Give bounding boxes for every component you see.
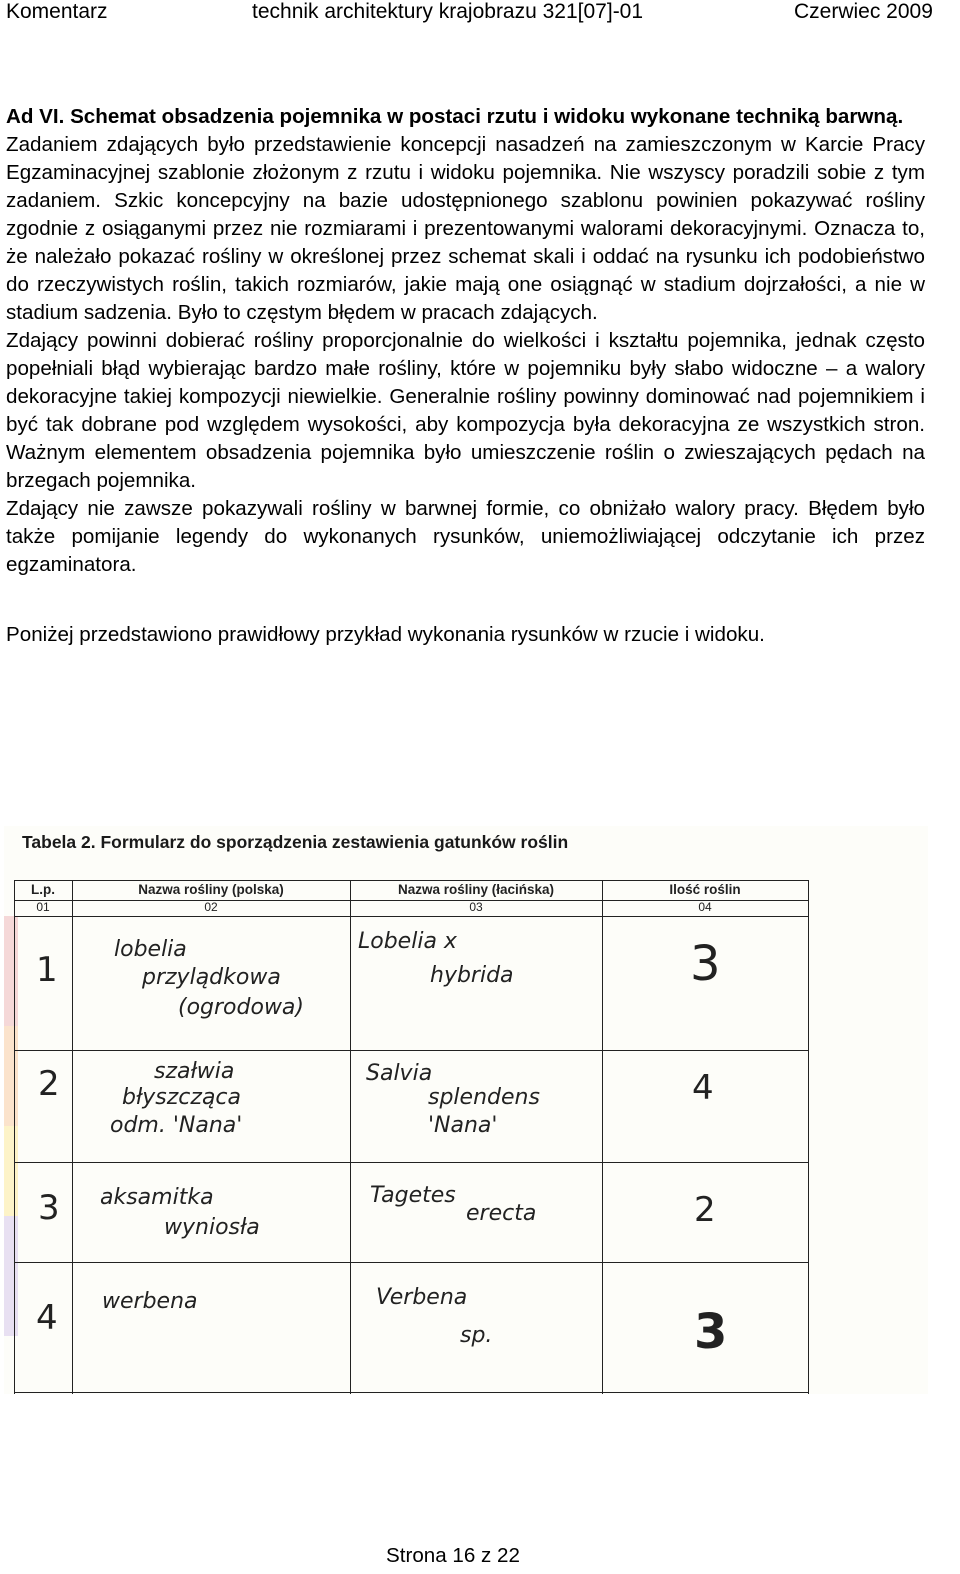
document-body — [6, 103, 925, 649]
grid-line — [808, 880, 809, 1394]
grid-line — [602, 880, 603, 1394]
grid-line — [14, 880, 15, 1394]
header-lp: L.p. — [31, 882, 55, 897]
row-number: 2 — [38, 1064, 60, 1104]
quantity: 3 — [694, 1304, 728, 1360]
header-quantity: Ilość roślin — [669, 882, 741, 897]
latin-name-line: Lobelia x — [358, 929, 457, 954]
scanned-form — [4, 826, 928, 1394]
section-heading: Ad VI. Schemat obsadzenia pojemnika w postaci rzutu i widoku wykonane techniką barwną. — [6, 105, 904, 128]
row-number: 4 — [36, 1298, 58, 1338]
quantity: 3 — [690, 936, 721, 992]
latin-name-line: erecta — [466, 1201, 537, 1226]
grid-line — [14, 1050, 809, 1051]
col-number: 03 — [469, 900, 483, 914]
polish-name-line: wyniosła — [164, 1215, 260, 1240]
grid-line — [14, 1392, 809, 1393]
paragraph-3: Zdający nie zawsze pokazywali rośliny w barwnej formie, co obniżało walory pracy. Błędem było także pomijanie legendy do wykonanych rysunków, uniemożliwiającej odczytanie ich przez egzaminatora. — [6, 497, 925, 576]
latin-name-line: 'Nana' — [428, 1113, 498, 1138]
grid-line — [350, 880, 351, 1394]
quantity: 4 — [692, 1068, 714, 1108]
paragraph-4: Poniżej przedstawiono prawidłowy przykład wykonania rysunków w rzucie i widoku. — [6, 623, 765, 646]
polish-name-line: przylądkowa — [142, 965, 281, 990]
grid-line — [14, 1262, 809, 1263]
polish-name-line: błyszcząca — [122, 1085, 242, 1110]
header-center: technik architektury krajobrazu 321[07]-01 — [252, 0, 644, 23]
polish-name-line: lobelia — [114, 937, 187, 962]
col-number: 04 — [698, 900, 712, 914]
paragraph-1: Zadaniem zdających było przedstawienie koncepcji nasadzeń na zamieszczonym w Karcie Pracy Egzaminacyjnej szablonie złożonym z rzutu i widoku pojemnika. Nie wszyscy poradzili sobie z tym zadaniem. Szkic koncepcyjny na bazie udostępnionego szablonu powinien pokazywać rośliny zgodnie z osiąganymi przez nie rozmiarami i prezentowanymi walorami dekoracyjnymi. Oznacza to, że należało pokazać rośliny w określonej przez schemat skali i oddać na rysunku ich podobieństwo do rzeczywistych roślin, takich rozmiarów, jakie mają one osiągnąć w stadium dojrzałości, a nie w stadium sadzenia. Było to częstym błędem w pracach zdających. — [6, 133, 925, 324]
latin-name-line: sp. — [460, 1323, 493, 1348]
grid-line — [14, 916, 809, 917]
polish-name-line: odm. 'Nana' — [110, 1113, 243, 1138]
latin-name-line: Salvia — [366, 1061, 433, 1086]
polish-name-line: szałwia — [154, 1059, 235, 1084]
row-number: 1 — [36, 950, 58, 990]
col-number: 02 — [204, 900, 218, 914]
table-title: Tabela 2. Formularz do sporządzenia zestawienia gatunków roślin — [22, 832, 569, 852]
latin-name-line: Tagetes — [370, 1183, 456, 1208]
grid-line — [14, 880, 809, 881]
header-polish-name: Nazwa rośliny (polska) — [138, 882, 284, 897]
latin-name-line: Verbena — [376, 1285, 468, 1310]
polish-name-line: (ogrodowa) — [178, 995, 304, 1020]
header-left: Komentarz — [6, 0, 108, 23]
grid-line — [14, 1162, 809, 1163]
latin-name-line: hybrida — [430, 963, 514, 988]
page-footer: Strona 16 z 22 — [386, 1544, 520, 1567]
header-latin-name: Nazwa rośliny (łacińska) — [397, 882, 555, 897]
plant-table — [14, 880, 809, 1394]
polish-name-line: aksamitka — [100, 1185, 214, 1210]
quantity: 2 — [694, 1190, 716, 1230]
page-header — [0, 0, 960, 24]
col-number: 01 — [36, 900, 50, 914]
paragraph-2: Zdający powinni dobierać rośliny proporcjonalnie do wielkości i kształtu pojemnika, jednak często popełniali błąd wybierając bardzo małe rośliny, które w pojemniku były słabo widoczne – a walory dekoracyjne takiej kompozycji niewielkie. Generalnie rośliny powinny dominować nad pojemnikiem i być tak dobrane pod względem wysokości, aby kompozycja była dekoracyjna ze wszystkich stron. Ważnym elementem obsadzenia pojemnika było umieszczenie roślin o zwieszających pędach na brzegach pojemnika. — [6, 329, 925, 492]
row-number: 3 — [38, 1188, 60, 1228]
latin-name-line: splendens — [428, 1085, 540, 1110]
polish-name-line: werbena — [102, 1289, 198, 1314]
grid-line — [72, 880, 73, 1394]
paragraph-spacer — [6, 579, 925, 621]
header-right: Czerwiec 2009 — [794, 0, 933, 23]
